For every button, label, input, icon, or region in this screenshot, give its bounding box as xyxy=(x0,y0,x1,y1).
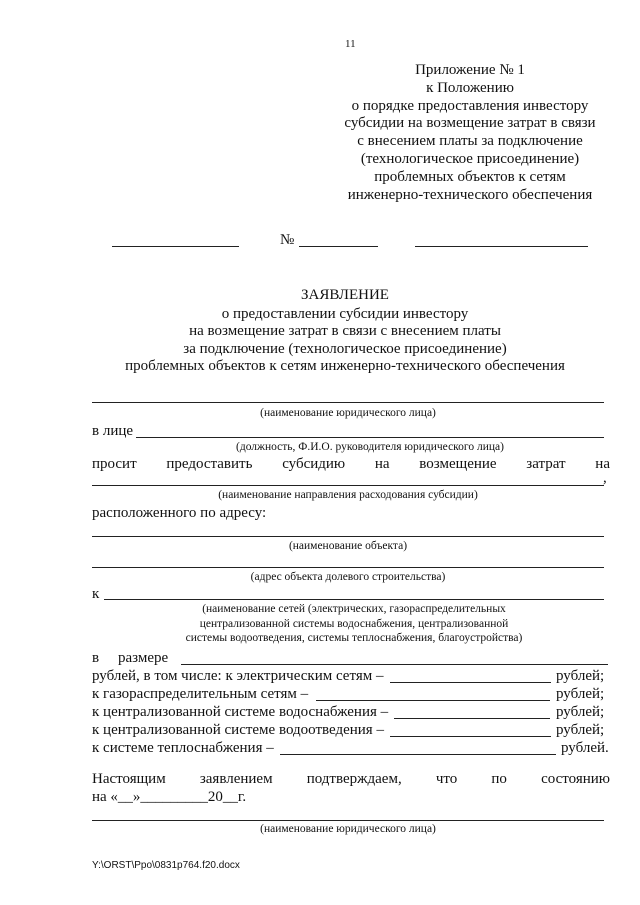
annex-line: (технологическое присоединение) xyxy=(360,150,580,167)
request-line: просит предоставить субсидию на возмещение затрат на xyxy=(92,456,610,472)
heat-rub: рублей. xyxy=(561,740,609,756)
gas-label: к газораспределительным сетям – xyxy=(92,686,309,702)
water-disposal-amount-field xyxy=(390,736,551,737)
annex-line: инженерно-технического обеспечения xyxy=(347,186,593,203)
legal-entity-bottom-caption: (наименование юридического лица) xyxy=(260,823,436,835)
networks-caption: (наименование сетей (электрических, газораспределительных централизованной системы водоснабжения, централизованной системы водоотведения, системы теплоснабжения, благоустройства) xyxy=(185,603,523,644)
place-blank xyxy=(415,246,588,247)
title-line: за подключение (технологическое присоединение) xyxy=(183,340,507,357)
annex-line: к Положению xyxy=(426,79,514,96)
networks-field xyxy=(104,599,604,600)
legal-entity-bottom-field xyxy=(92,820,604,821)
page-number: 11 xyxy=(345,38,356,50)
amount-label: размере xyxy=(118,650,169,666)
representative-field xyxy=(136,437,604,438)
heat-label: к системе теплоснабжения – xyxy=(92,740,274,756)
number-blank xyxy=(299,246,378,247)
water-disposal-rub: рублей; xyxy=(556,722,605,738)
object-address-field xyxy=(92,567,604,568)
water-supply-amount-field xyxy=(394,718,550,719)
comma-mark: , xyxy=(603,470,607,486)
object-address-caption: (адрес объекта долевого строительства) xyxy=(250,571,446,583)
object-name-field xyxy=(92,536,604,537)
document-heading: ЗАЯВЛЕНИЕ xyxy=(301,287,389,303)
amount-field xyxy=(181,664,608,665)
electric-amount-field xyxy=(390,682,551,683)
position-caption: (должность, Ф.И.О. руководителя юридического лица) xyxy=(236,441,504,453)
object-name-caption: (наименование объекта) xyxy=(288,540,408,552)
title-line: о предоставлении субсидии инвестору xyxy=(221,305,469,322)
water-supply-rub: рублей; xyxy=(556,704,605,720)
water-supply-label: к централизованной системе водоснабжения – xyxy=(92,704,389,720)
electric-rub: рублей; xyxy=(556,668,605,684)
confirmation-line: Настоящим заявлением подтверждаем, что по состоянию xyxy=(92,771,610,787)
file-path: Y:\ORST\Ppo\0831p764.f20.docx xyxy=(92,860,240,871)
application-title xyxy=(60,287,630,376)
expense-direction-field xyxy=(92,485,604,486)
annex-line: с внесением платы за подключение xyxy=(357,133,583,150)
located-at-label: расположенного по адресу: xyxy=(92,505,267,521)
date-line: на «__»_________20__г. xyxy=(92,789,247,805)
number-sign: № xyxy=(280,232,295,248)
in-person-label: в лице xyxy=(92,423,134,439)
legal-entity-field xyxy=(92,402,604,403)
gas-rub: рублей; xyxy=(556,686,605,702)
electric-label: рублей, в том числе: к электрическим сетям – xyxy=(92,668,384,684)
annex-line: проблемных объектов к сетям xyxy=(374,168,566,185)
heat-amount-field xyxy=(280,754,556,755)
annex-block xyxy=(330,62,610,204)
gas-amount-field xyxy=(316,700,550,701)
date-blank xyxy=(112,246,239,247)
title-line: проблемных объектов к сетям инженерно-технического обеспечения xyxy=(125,358,565,374)
in-label: в xyxy=(92,650,100,666)
to-label: к xyxy=(92,586,100,602)
water-disposal-label: к централизованной системе водоотведения – xyxy=(92,722,384,738)
legal-entity-caption: (наименование юридического лица) xyxy=(260,407,436,419)
expense-direction-caption: (наименование направления расходования субсидии) xyxy=(218,489,478,501)
annex-line: о порядке предоставления инвестору xyxy=(351,97,589,114)
annex-line: субсидии на возмещение затрат в связи xyxy=(344,115,596,132)
annex-line: Приложение № 1 xyxy=(415,62,525,78)
title-line: на возмещение затрат в связи с внесением платы xyxy=(189,323,501,339)
